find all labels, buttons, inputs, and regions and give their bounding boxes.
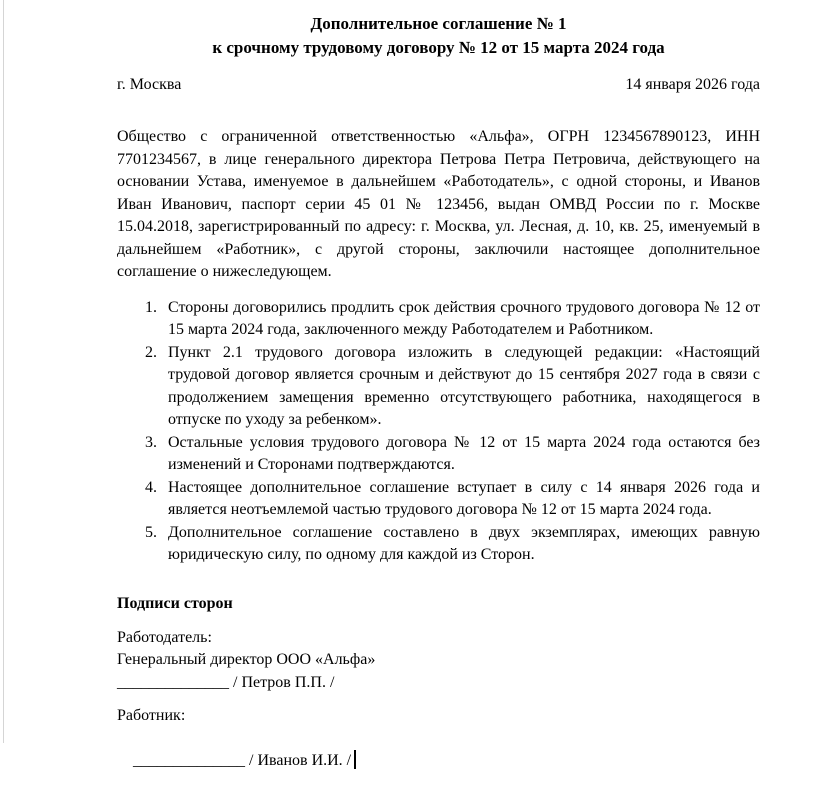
place-date-row [117, 74, 760, 96]
preamble-paragraph: Общество с ограниченной ответственностью «Альфа», ОГРН 1234567890123, ИНН 7701234567, в лице генерального директора Петрова Петра Петровича, действующего на основании Устава, именуемое в дальнейшем «Работодатель», с одной стороны, и Иванов Иван Иванович, паспорт серии 45 01 № 123456, выдан ОМВД России по г. Москве 15.04.2018, зарегистрированный по адресу: г. Москва, ул. Лесная, д. 10, кв. 25, именуемый в дальнейшем «Работник», с другой стороны, заключили настоящее дополнительное соглашение о нижеследующем. [117, 126, 760, 284]
clause-text: Пункт 2.1 трудового договора изложить в следующей редакции: «Настоящий трудовой договор является срочным и действуют до 15 сентября 2027 года в связи с продолжением замещения временно отсутствующего работника, находящегося в отпуске по уходу за ребенком». [168, 344, 760, 429]
clause-number: 1. [145, 297, 157, 320]
document-title-line2: к срочному трудовому договору № 12 от 15 марта 2024 года [117, 36, 760, 60]
employee-signature-row [117, 728, 760, 795]
clause-text: Остальные условия трудового договора № 12 от 15 марта 2024 года остаются без изменений и Сторонами подтверждаются. [168, 434, 760, 474]
document-title-line1: Дополнительное соглашение № 1 [117, 12, 760, 36]
clause-number: 2. [145, 342, 157, 365]
clause-text: Дополнительное соглашение составлено в двух экземплярах, имеющих равную юридическую силу, по одному для каждой из Сторон. [168, 524, 760, 564]
date-label: 14 января 2026 года [625, 74, 760, 96]
clause-number: 4. [145, 477, 157, 500]
clause-item [117, 522, 760, 567]
clauses-list [117, 297, 760, 567]
employer-label: Работодатель: [117, 627, 760, 650]
clause-text: Настоящее дополнительное соглашение вступает в силу с 14 января 2026 года и является неотъемлемой частью трудового договора № 12 от 15 марта 2024 года. [168, 479, 760, 519]
clause-item [117, 297, 760, 342]
clause-text: Стороны договорились продлить срок действия срочного трудового договора № 12 от 15 марта 2024 года, заключенного между Работодателем и Работником. [168, 299, 760, 339]
text-caret [354, 750, 356, 769]
employer-signature-line: ______________ / Петров П.П. / [117, 672, 760, 695]
clause-item [117, 432, 760, 477]
employee-label: Работник: [117, 705, 760, 728]
employee-signature-line: ______________ / Иванов И.И. / [133, 752, 351, 769]
place-label: г. Москва [117, 74, 181, 96]
signatures-heading: Подписи сторон [117, 593, 760, 615]
clause-item [117, 342, 760, 432]
clause-item [117, 477, 760, 522]
employer-position: Генеральный директор ООО «Альфа» [117, 649, 760, 672]
clause-number: 3. [145, 432, 157, 455]
clause-number: 5. [145, 522, 157, 545]
